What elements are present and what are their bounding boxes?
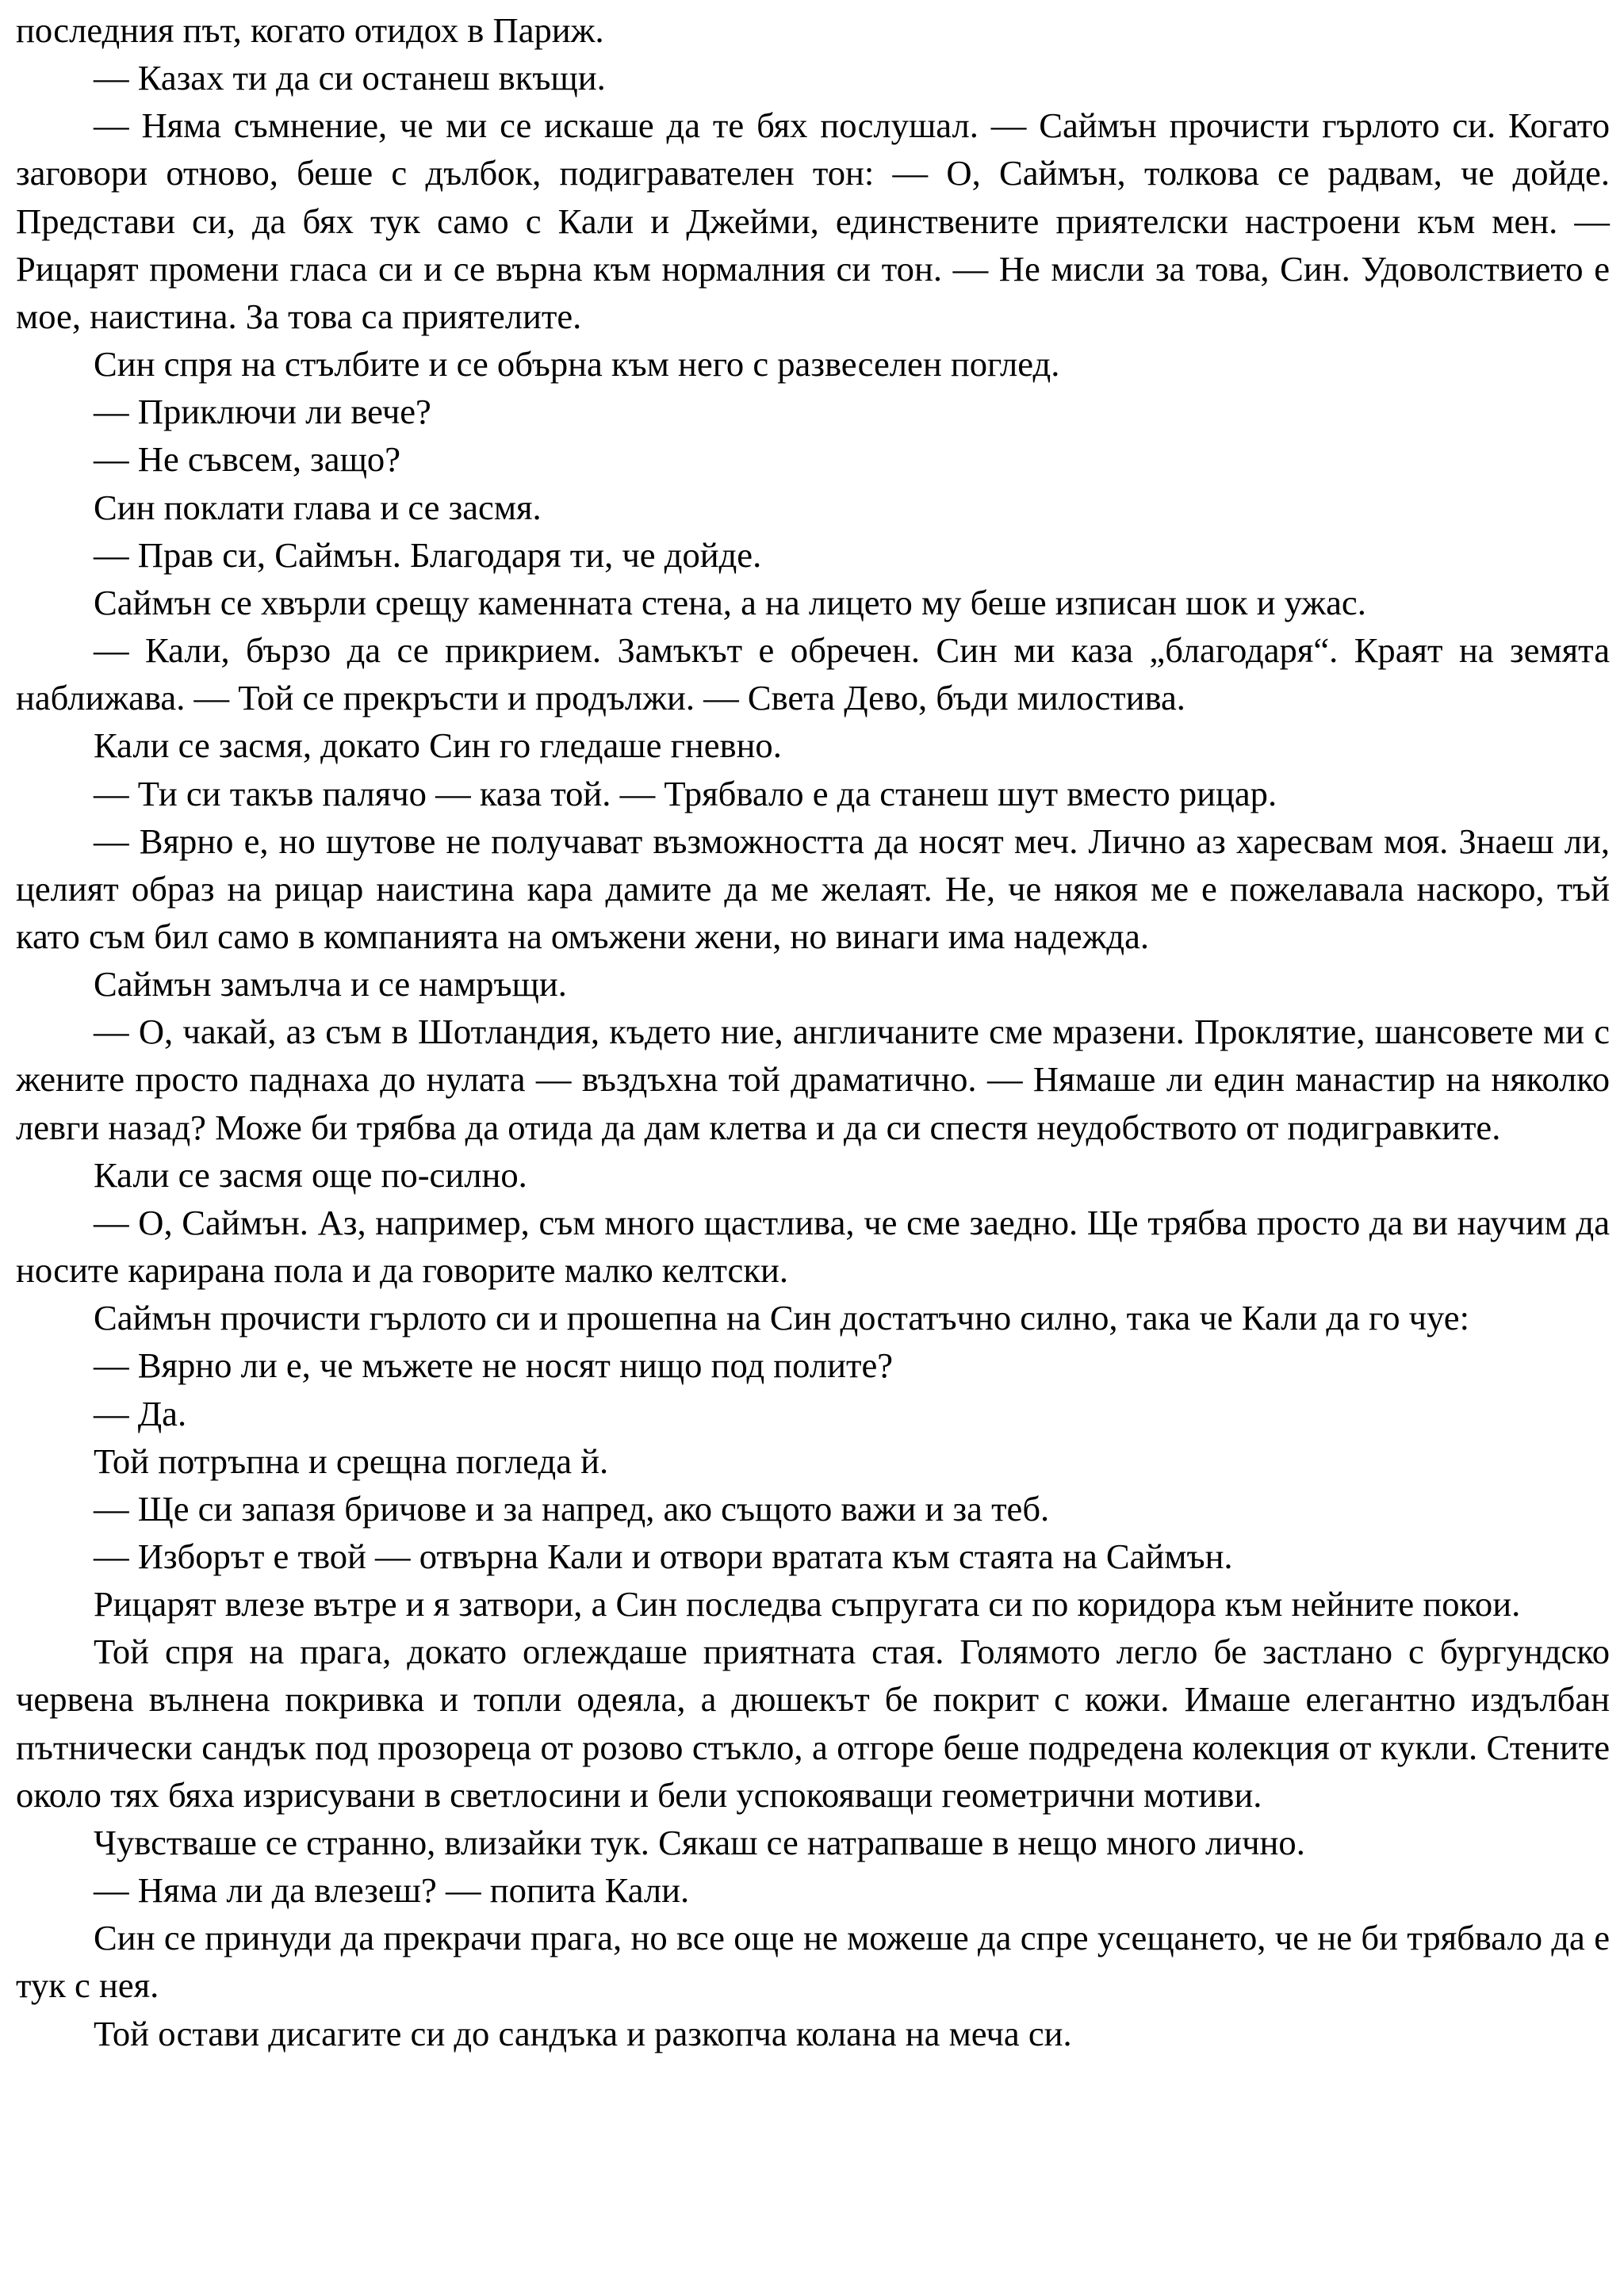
paragraph: Син поклати глава и се засмя. bbox=[94, 487, 542, 527]
paragraph: — О, чакай, аз съм в Шотландия, където ние, англичаните сме мразени. Проклятие, шансовете ми с жените просто паднаха до нулата — въздъхна той драматично. — Нямаше ли един манастир на няколко левги назад? Може би трябва да отида да дам клетва и да си спестя неудобството от подигравките. bbox=[16, 1012, 1610, 1147]
paragraph: Саймън замълча и се намръщи. bbox=[94, 964, 567, 1004]
paragraph: Кали се засмя, докато Син го гледаше гневно. bbox=[94, 725, 782, 766]
paragraph: Той спря на прага, докато оглеждаше приятната стая. Голямото легло бе застлано с бургундско червена вълнена покривка и топли одеяла, а дюшекът бе покрит с кожи. Имаше елегантно издълбан пътнически сандък под прозореца от розово стъкло, а отгоре беше подредена колекция от кукли. Стените около тях бяха изрисувани в светлосини и бели успокояващи геометрични мотиви. bbox=[16, 1632, 1610, 1815]
paragraph: Саймън прочисти гърлото си и прошепна на Син достатъчно силно, така че Кали да го чуе: bbox=[94, 1298, 1469, 1338]
paragraph: — Не съвсем, защо? bbox=[94, 439, 401, 480]
paragraph: — Вярно е, но шутове не получават възможността да носят меч. Лично аз харесвам моя. Знаеш ли, целият образ на рицар наистина кара дамите да ме желаят. Не, че някоя ме е пожелавала наскоро, тъй като съм бил само в компанията на омъжени жени, но винаги има надежда. bbox=[16, 821, 1610, 956]
paragraph: — Няма ли да влезеш? — попита Кали. bbox=[94, 1870, 690, 1911]
paragraph: — Кали, бързо да се прикрием. Замъкът е обречен. Син ми каза „благодаря“. Краят на земята наближава. — Той се прекръсти и продължи. — Света Дево, бъди милостива. bbox=[16, 630, 1610, 718]
paragraph: — Ще си запазя бричове и за напред, ако същото важи и за теб. bbox=[94, 1488, 1050, 1529]
paragraph: Той остави дисагите си до сандъка и разкопча колана на меча си. bbox=[94, 2013, 1072, 2053]
paragraph: — Няма съмнение, че ми се искаше да те бях послушал. — Саймън прочисти гърлото си. Когато заговори отново, беше с дълбок, подигравателен тон: — О, Саймън, толкова се радвам, че дойде. Представи си, да бях тук само с Кали и Джейми, единствените приятелски настроени към мен. — Рицарят промени гласа си и се върна към нормалния си тон. — Не мисли за това, Син. Удоволствието е мое, наистина. За това са приятелите. bbox=[16, 105, 1610, 336]
paragraph: — Да. bbox=[94, 1393, 187, 1433]
paragraph: — Вярно ли е, че мъжете не носят нищо под полите? bbox=[94, 1345, 894, 1386]
paragraph: — Казах ти да си останеш вкъщи. bbox=[94, 58, 606, 98]
paragraph: Той потръпна и срещна погледа й. bbox=[94, 1441, 609, 1481]
paragraph: Син се принуди да прекрачи прага, но все още не можеше да спре усещането, че не би трябвало да е тук с нея. bbox=[16, 1918, 1610, 2006]
paragraph: последния път, когато отидох в Париж. bbox=[16, 10, 604, 50]
paragraph: Саймън се хвърли срещу каменната стена, а на лицето му беше изписан шок и ужас. bbox=[94, 582, 1366, 622]
paragraph: Рицарят влезе вътре и я затвори, а Син последва съпругата си по коридора към нейните покои. bbox=[94, 1584, 1521, 1624]
paragraph: — Приключи ли вече? bbox=[94, 392, 431, 432]
document-page bbox=[16, 6, 1610, 2057]
paragraph: Кали се засмя още по-силно. bbox=[94, 1154, 527, 1195]
paragraph: — О, Саймън. Аз, например, съм много щастлива, че сме заедно. Ще трябва просто да ви научим да носите карирана пола и да говорите малко келтски. bbox=[16, 1202, 1610, 1291]
paragraph: — Изборът е твой — отвърна Кали и отвори вратата към стаята на Саймън. bbox=[94, 1536, 1233, 1576]
paragraph: Син спря на стълбите и се обърна към него с развеселен поглед. bbox=[94, 344, 1060, 385]
paragraph: — Прав си, Саймън. Благодаря ти, че дойде. bbox=[94, 534, 762, 575]
paragraph: — Ти си такъв палячо — каза той. — Трябвало е да станеш шут вместо рицар. bbox=[94, 773, 1277, 813]
paragraph: Чувстваше се странно, влизайки тук. Сякаш се натрапваше в нещо много лично. bbox=[94, 1822, 1305, 1862]
